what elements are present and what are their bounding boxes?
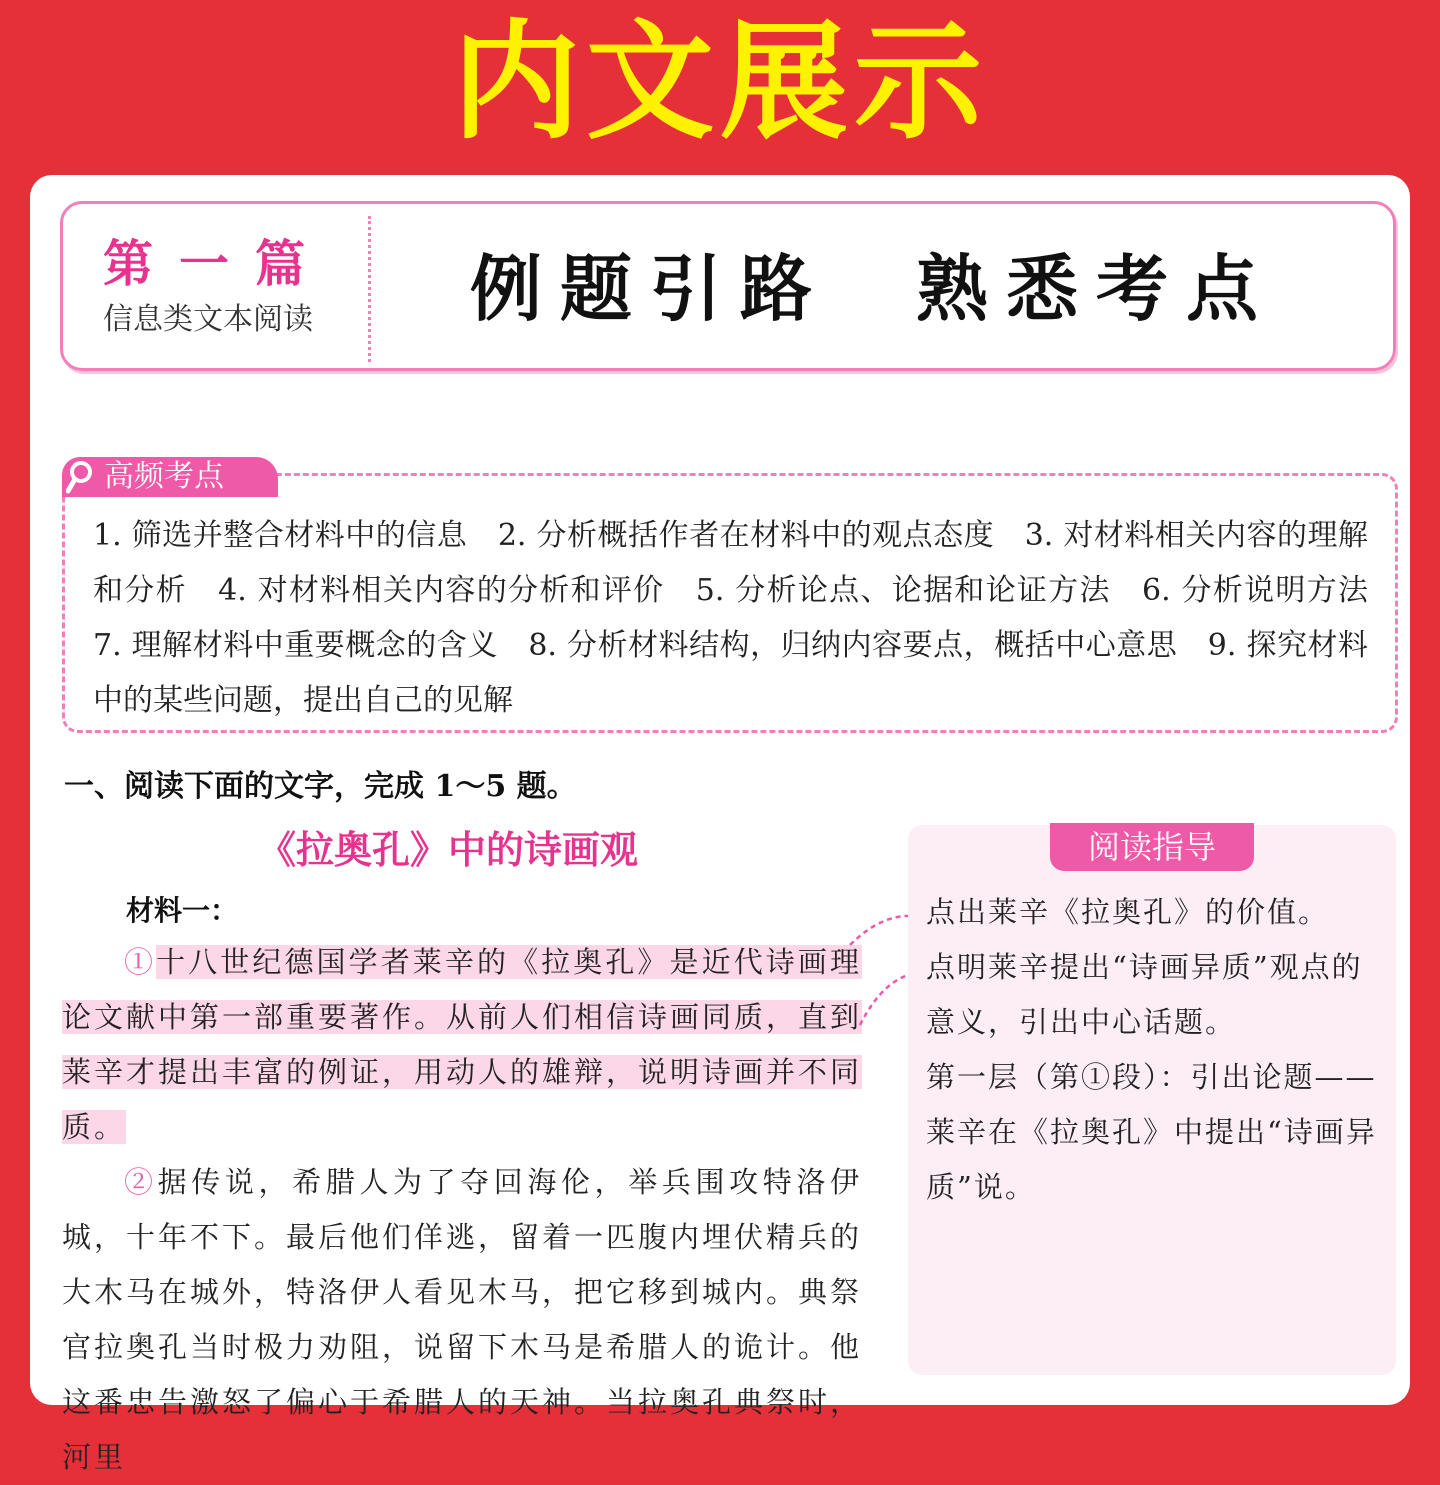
header-slogan: 例题引路 熟悉考点 bbox=[469, 246, 1277, 331]
passage bbox=[62, 935, 862, 1485]
paragraph-text: 据传说，希腊人为了夺回海伦，举兵围攻特洛伊城，十年不下。最后他们佯逃，留着一匹腹内埋伏精兵的大木马在城外，特洛伊人看见木马，把它移到城内。典祭官拉奥孔当时极力劝阻，说留下木马是希腊人的诡计。他这番忠告激怒了偏心于希腊人的天神。当拉奥孔典祭时，河里 bbox=[62, 1165, 863, 1474]
section-subtitle: 信息类文本阅读 bbox=[103, 302, 313, 337]
keypoints-tab-label: 高频考点 bbox=[104, 459, 224, 494]
keypoints-tab bbox=[62, 457, 278, 497]
highlighted-text: 十八世纪德国学者莱辛的《拉奥孔》是近代诗画理论文献中第一部重要著作。从前人们相信诗画同质，直到莱辛才提出丰富的例证，用动人的雄辩，说明诗画并不同质。 bbox=[62, 945, 863, 1144]
guide-note: 点出莱辛《拉奥孔》的价值。 bbox=[926, 895, 1330, 929]
guide-notes bbox=[926, 885, 1386, 1215]
page-card bbox=[30, 175, 1410, 1474]
magnifier-icon bbox=[66, 460, 94, 494]
banner-title: 内文展示 bbox=[451, 8, 988, 157]
paragraph-2 bbox=[62, 1155, 862, 1485]
section-label: 第一篇 bbox=[103, 235, 331, 293]
chapter-header bbox=[60, 201, 1396, 371]
paragraph-1 bbox=[62, 935, 862, 1155]
reading-guide-tab: 阅读指导 bbox=[1050, 823, 1254, 871]
paragraph-number: ① bbox=[124, 945, 157, 979]
article-title: 《拉奥孔》中的诗画观 bbox=[258, 827, 639, 872]
guide-note: 第一层（第①段）：引出论题——莱辛在《拉奥孔》中提出“诗画异质”说。 bbox=[926, 1060, 1377, 1204]
keypoints-box bbox=[62, 473, 1398, 733]
paragraph-number: ② bbox=[124, 1165, 158, 1199]
keypoints-text: 1. 筛选并整合材料中的信息 2. 分析概括作者在材料中的观点态度 3. 对材料相关内容的理解和分析 4. 对材料相关内容的分析和评价 5. 分析论点、论据和论证方法 6. 分析说明方法 7. 理解材料中重要概念的含义 8. 分析材料结构，归纳内容要点，概括中心意思 9. 探究材料中的某些问题，提出自己的见解 bbox=[93, 518, 1398, 718]
material-label: 材料一： bbox=[126, 894, 239, 927]
reading-guide-panel bbox=[908, 825, 1396, 1375]
guide-note: 点明莱辛提出“诗画异质”观点的意义，引出中心话题。 bbox=[926, 950, 1363, 1039]
header-divider bbox=[368, 216, 371, 362]
question-intro: 一、阅读下面的文字，完成 1～5 题。 bbox=[64, 769, 577, 804]
